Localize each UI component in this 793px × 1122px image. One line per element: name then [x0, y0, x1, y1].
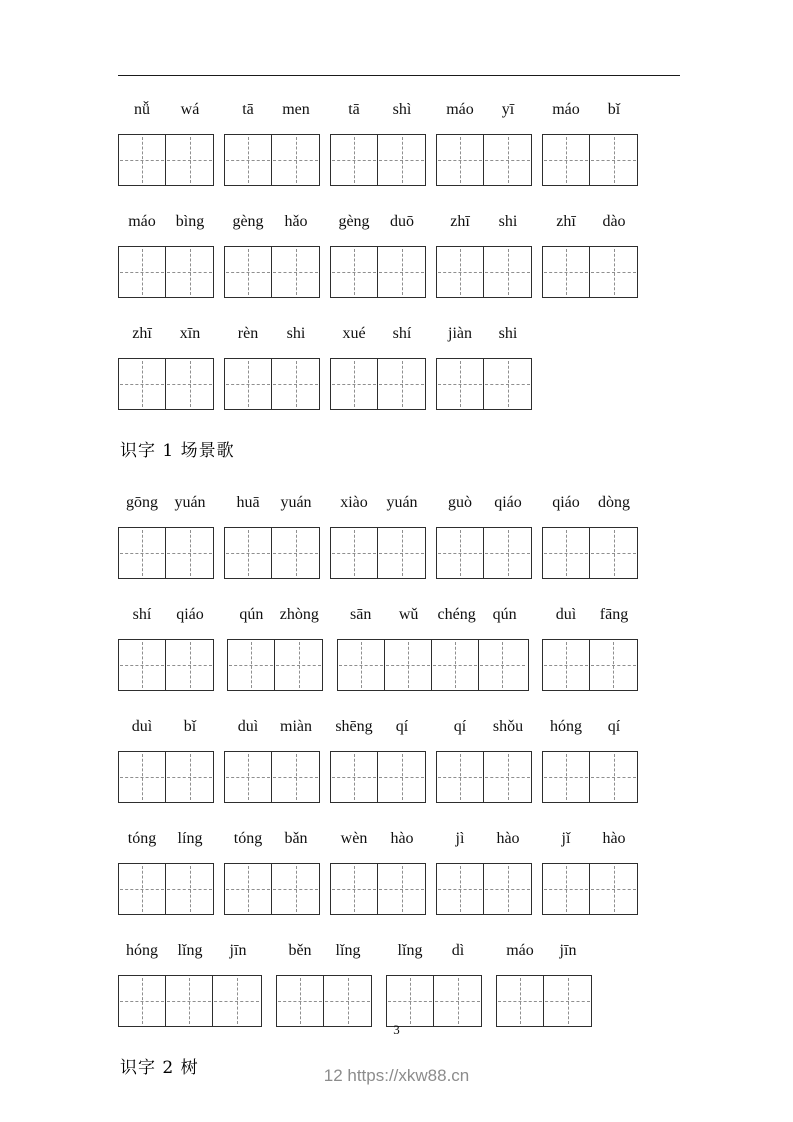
pinyin-syllable: wá — [180, 101, 200, 118]
word-group — [276, 941, 372, 1027]
writing-grid — [118, 975, 262, 1027]
writing-cell — [331, 752, 378, 802]
word-group — [118, 717, 214, 803]
pinyin-syllable: qí — [395, 718, 409, 735]
word-group — [118, 605, 214, 691]
writing-cell — [543, 528, 590, 578]
pinyin-syllable: qiáo — [552, 494, 580, 511]
pinyin-syllable: jì — [455, 830, 465, 847]
pinyin-syllable: duì — [131, 718, 153, 735]
word-group — [436, 829, 532, 915]
writing-cell — [378, 752, 425, 802]
writing-cell — [387, 976, 434, 1026]
pinyin-label — [330, 493, 426, 513]
pinyin-syllable: shí — [132, 606, 152, 623]
pinyin-syllable: bǐ — [607, 101, 621, 118]
writing-cell — [432, 640, 479, 690]
word-group — [118, 829, 214, 915]
pinyin-syllable: gōng — [126, 494, 158, 511]
writing-grid — [330, 358, 426, 410]
writing-grid — [542, 527, 638, 579]
section-header: 识字 2 树 — [120, 1058, 199, 1078]
pinyin-label — [330, 717, 426, 737]
writing-grid — [386, 975, 482, 1027]
word-row — [118, 717, 638, 803]
writing-cell — [225, 247, 272, 297]
footer — [0, 1066, 793, 1086]
writing-cell — [437, 752, 484, 802]
writing-grid — [330, 134, 426, 186]
writing-cell — [166, 528, 213, 578]
writing-grid — [118, 639, 214, 691]
pinyin-syllable: lǐng — [177, 942, 203, 959]
word-group — [542, 493, 638, 579]
writing-cell — [484, 247, 531, 297]
word-group — [224, 717, 320, 803]
writing-grid — [436, 751, 532, 803]
word-group — [118, 100, 214, 186]
writing-grid — [436, 358, 532, 410]
writing-cell — [272, 247, 319, 297]
writing-grid — [542, 246, 638, 298]
word-group — [436, 324, 532, 410]
writing-cell — [484, 135, 531, 185]
writing-cell — [479, 640, 526, 690]
writing-cell — [590, 640, 637, 690]
pinyin-syllable: tóng — [127, 830, 157, 847]
pinyin-syllable: hào — [390, 830, 414, 847]
writing-cell — [331, 135, 378, 185]
writing-grid — [224, 246, 320, 298]
pinyin-syllable: dào — [602, 213, 626, 230]
writing-cell — [166, 135, 213, 185]
word-group — [227, 605, 323, 691]
word-group — [330, 324, 426, 410]
word-row — [118, 829, 638, 915]
writing-cell — [225, 359, 272, 409]
writing-grid — [227, 639, 323, 691]
word-group — [436, 100, 532, 186]
pinyin-syllable: shi — [498, 213, 518, 230]
word-group — [224, 493, 320, 579]
pinyin-label — [436, 829, 532, 849]
writing-grid — [330, 246, 426, 298]
pinyin-label — [224, 493, 320, 513]
writing-cell — [119, 247, 166, 297]
pinyin-syllable: běn — [288, 942, 312, 959]
word-group — [436, 717, 532, 803]
pinyin-label — [224, 212, 320, 232]
writing-cell — [590, 135, 637, 185]
writing-cell — [543, 135, 590, 185]
writing-cell — [590, 752, 637, 802]
pinyin-syllable: hào — [602, 830, 626, 847]
writing-grid — [542, 639, 638, 691]
pinyin-syllable: hóng — [550, 718, 582, 735]
pinyin-label — [118, 941, 262, 961]
pinyin-label — [436, 717, 532, 737]
pinyin-syllable: shēng — [335, 718, 373, 735]
word-group — [330, 493, 426, 579]
pinyin-label — [227, 605, 323, 625]
word-group — [224, 100, 320, 186]
writing-cell — [331, 359, 378, 409]
writing-cell — [277, 976, 324, 1026]
writing-cell — [378, 528, 425, 578]
pinyin-syllable: huā — [236, 494, 260, 511]
writing-cell — [119, 528, 166, 578]
word-row — [118, 100, 638, 186]
writing-cell — [338, 640, 385, 690]
writing-cell — [119, 640, 166, 690]
writing-cell — [225, 135, 272, 185]
pinyin-syllable: qún — [492, 606, 517, 623]
writing-cell — [324, 976, 371, 1026]
writing-cell — [497, 976, 544, 1026]
pinyin-syllable: tā — [348, 101, 360, 118]
pinyin-label — [224, 717, 320, 737]
word-row — [118, 941, 638, 1027]
writing-cell — [225, 528, 272, 578]
writing-cell — [543, 640, 590, 690]
word-row — [118, 324, 638, 410]
pinyin-syllable: zhī — [132, 325, 152, 342]
pinyin-syllable: tóng — [233, 830, 263, 847]
pinyin-syllable: jīn — [559, 942, 577, 959]
pinyin-syllable: yī — [501, 101, 515, 118]
pinyin-syllable: lǐng — [335, 942, 361, 959]
word-group — [330, 829, 426, 915]
writing-cell — [272, 359, 319, 409]
writing-grid — [276, 975, 372, 1027]
pinyin-label — [436, 100, 532, 120]
pinyin-syllable: dì — [451, 942, 465, 959]
writing-grid — [330, 751, 426, 803]
pinyin-label — [224, 100, 320, 120]
writing-grid — [224, 527, 320, 579]
pinyin-syllable: hóng — [126, 942, 158, 959]
footer-url[interactable]: https://xkw88.cn — [347, 1066, 470, 1085]
pinyin-syllable: shǒu — [492, 718, 524, 735]
writing-grid — [118, 246, 214, 298]
word-group — [330, 100, 426, 186]
word-group — [542, 605, 638, 691]
pinyin-syllable: sān — [349, 606, 372, 623]
word-group — [337, 605, 529, 691]
pinyin-label — [118, 493, 214, 513]
pinyin-syllable: rèn — [237, 325, 259, 342]
writing-cell — [590, 528, 637, 578]
word-group — [118, 212, 214, 298]
pinyin-syllable: hào — [496, 830, 520, 847]
pinyin-label — [330, 324, 426, 344]
pinyin-label — [330, 829, 426, 849]
pinyin-syllable: zhī — [450, 213, 470, 230]
pinyin-syllable: hǎo — [284, 213, 308, 230]
writing-cell — [378, 135, 425, 185]
footer-prefix: 12 — [323, 1066, 348, 1085]
writing-cell — [543, 247, 590, 297]
writing-cell — [437, 359, 484, 409]
writing-cell — [225, 864, 272, 914]
writing-cell — [272, 864, 319, 914]
pinyin-label — [542, 100, 638, 120]
writing-grid — [436, 246, 532, 298]
page-number: 3 — [393, 1022, 400, 1037]
writing-grid — [436, 527, 532, 579]
word-group — [224, 212, 320, 298]
pinyin-syllable: gèng — [338, 213, 370, 230]
writing-cell — [543, 752, 590, 802]
pinyin-label — [118, 717, 214, 737]
pinyin-syllable: tā — [242, 101, 254, 118]
writing-cell — [166, 359, 213, 409]
pinyin-syllable: shi — [498, 325, 518, 342]
word-group — [542, 717, 638, 803]
writing-cell — [378, 359, 425, 409]
writing-grid — [337, 639, 529, 691]
word-group — [118, 941, 262, 1027]
pinyin-label — [496, 941, 592, 961]
word-group — [542, 829, 638, 915]
top-rule — [118, 75, 680, 76]
pinyin-label — [542, 493, 638, 513]
writing-grid — [118, 358, 214, 410]
pinyin-syllable: qiáo — [176, 606, 204, 623]
writing-cell — [213, 976, 260, 1026]
writing-cell — [166, 640, 213, 690]
word-group — [542, 100, 638, 186]
writing-cell — [119, 135, 166, 185]
pinyin-syllable: máo — [446, 101, 474, 118]
pinyin-syllable: miàn — [280, 718, 312, 735]
writing-cell — [484, 359, 531, 409]
writing-cell — [378, 247, 425, 297]
pinyin-syllable: qí — [607, 718, 621, 735]
writing-cell — [590, 864, 637, 914]
pinyin-label — [330, 212, 426, 232]
writing-grid — [436, 134, 532, 186]
writing-cell — [331, 864, 378, 914]
pinyin-label — [436, 493, 532, 513]
writing-cell — [275, 640, 322, 690]
pinyin-label — [118, 829, 214, 849]
pinyin-syllable: líng — [177, 830, 203, 847]
pinyin-label — [436, 212, 532, 232]
pinyin-syllable: bǎn — [284, 830, 308, 847]
writing-cell — [119, 976, 166, 1026]
pinyin-syllable: yuán — [386, 494, 418, 511]
writing-cell — [166, 976, 213, 1026]
writing-cell — [544, 976, 591, 1026]
writing-cell — [119, 864, 166, 914]
word-row — [118, 493, 638, 579]
writing-cell — [484, 752, 531, 802]
pinyin-label — [542, 829, 638, 849]
pinyin-syllable: wǔ — [398, 606, 419, 623]
writing-cell — [437, 247, 484, 297]
writing-grid — [224, 751, 320, 803]
pinyin-syllable: duō — [390, 213, 414, 230]
writing-grid — [542, 863, 638, 915]
pinyin-syllable: jiàn — [448, 325, 472, 342]
pinyin-syllable: duì — [237, 718, 259, 735]
writing-grid — [330, 527, 426, 579]
writing-grid — [542, 134, 638, 186]
pinyin-label — [542, 717, 638, 737]
pinyin-syllable: duì — [555, 606, 577, 623]
pinyin-syllable: dòng — [598, 494, 630, 511]
pinyin-label — [224, 829, 320, 849]
writing-cell — [119, 359, 166, 409]
writing-cell — [272, 135, 319, 185]
pinyin-label — [436, 324, 532, 344]
writing-cell — [166, 752, 213, 802]
word-row — [118, 212, 638, 298]
writing-grid — [224, 863, 320, 915]
pinyin-syllable: máo — [128, 213, 156, 230]
pinyin-label — [118, 605, 214, 625]
writing-cell — [484, 864, 531, 914]
pinyin-label — [386, 941, 482, 961]
writing-cell — [331, 247, 378, 297]
writing-cell — [166, 864, 213, 914]
pinyin-syllable: chéng — [437, 606, 476, 623]
pinyin-label — [276, 941, 372, 961]
word-group — [330, 212, 426, 298]
pinyin-syllable: máo — [552, 101, 580, 118]
writing-cell — [272, 752, 319, 802]
pinyin-label — [118, 212, 214, 232]
writing-cell — [590, 247, 637, 297]
pinyin-label — [224, 324, 320, 344]
pinyin-label — [330, 100, 426, 120]
pinyin-syllable: qí — [453, 718, 467, 735]
writing-cell — [331, 528, 378, 578]
writing-cell — [484, 528, 531, 578]
pinyin-syllable: shi — [286, 325, 306, 342]
pinyin-syllable: yuán — [174, 494, 206, 511]
writing-grid — [118, 527, 214, 579]
writing-cell — [166, 247, 213, 297]
word-group — [386, 941, 482, 1027]
pinyin-label — [542, 605, 638, 625]
word-group — [224, 829, 320, 915]
pinyin-syllable: wèn — [340, 830, 368, 847]
pinyin-syllable: shí — [392, 325, 412, 342]
pinyin-syllable: qiáo — [494, 494, 522, 511]
worksheet-content — [118, 100, 680, 1110]
pinyin-syllable: shì — [392, 101, 412, 118]
writing-grid — [224, 134, 320, 186]
pinyin-label — [337, 605, 529, 625]
word-group — [118, 324, 214, 410]
writing-grid — [224, 358, 320, 410]
pinyin-syllable: máo — [506, 942, 534, 959]
writing-cell — [543, 864, 590, 914]
pinyin-syllable: fāng — [599, 606, 629, 623]
word-group — [496, 941, 592, 1027]
pinyin-syllable: guò — [448, 494, 472, 511]
writing-cell — [119, 752, 166, 802]
pinyin-syllable: xīn — [179, 325, 201, 342]
pinyin-syllable: xué — [342, 325, 366, 342]
writing-grid — [118, 863, 214, 915]
pinyin-label — [118, 324, 214, 344]
writing-grid — [542, 751, 638, 803]
writing-cell — [385, 640, 432, 690]
writing-cell — [272, 528, 319, 578]
word-row — [118, 605, 638, 691]
word-group — [436, 212, 532, 298]
writing-cell — [437, 528, 484, 578]
pinyin-syllable: yuán — [280, 494, 312, 511]
section-header: 识字 1 场景歌 — [120, 441, 235, 461]
word-group — [436, 493, 532, 579]
pinyin-syllable: bǐ — [183, 718, 197, 735]
pinyin-syllable: nǚ — [134, 101, 150, 118]
writing-grid — [330, 863, 426, 915]
writing-cell — [225, 752, 272, 802]
pinyin-syllable: lǐng — [397, 942, 423, 959]
writing-cell — [378, 864, 425, 914]
writing-cell — [228, 640, 275, 690]
word-group — [224, 324, 320, 410]
pinyin-syllable: men — [282, 101, 310, 118]
pinyin-syllable: jǐ — [561, 830, 571, 847]
pinyin-syllable: gèng — [232, 213, 264, 230]
writing-grid — [118, 134, 214, 186]
pinyin-syllable: jīn — [229, 942, 247, 959]
writing-cell — [437, 864, 484, 914]
writing-grid — [436, 863, 532, 915]
writing-cell — [434, 976, 481, 1026]
pinyin-syllable: zhī — [556, 213, 576, 230]
word-group — [542, 212, 638, 298]
word-group — [330, 717, 426, 803]
writing-grid — [118, 751, 214, 803]
pinyin-syllable: qún — [239, 606, 264, 623]
pinyin-label — [118, 100, 214, 120]
writing-grid — [496, 975, 592, 1027]
pinyin-syllable: zhòng — [279, 606, 319, 623]
pinyin-syllable: xiào — [340, 494, 368, 511]
word-group — [118, 493, 214, 579]
pinyin-syllable: bìng — [175, 213, 205, 230]
writing-cell — [437, 135, 484, 185]
pinyin-label — [542, 212, 638, 232]
